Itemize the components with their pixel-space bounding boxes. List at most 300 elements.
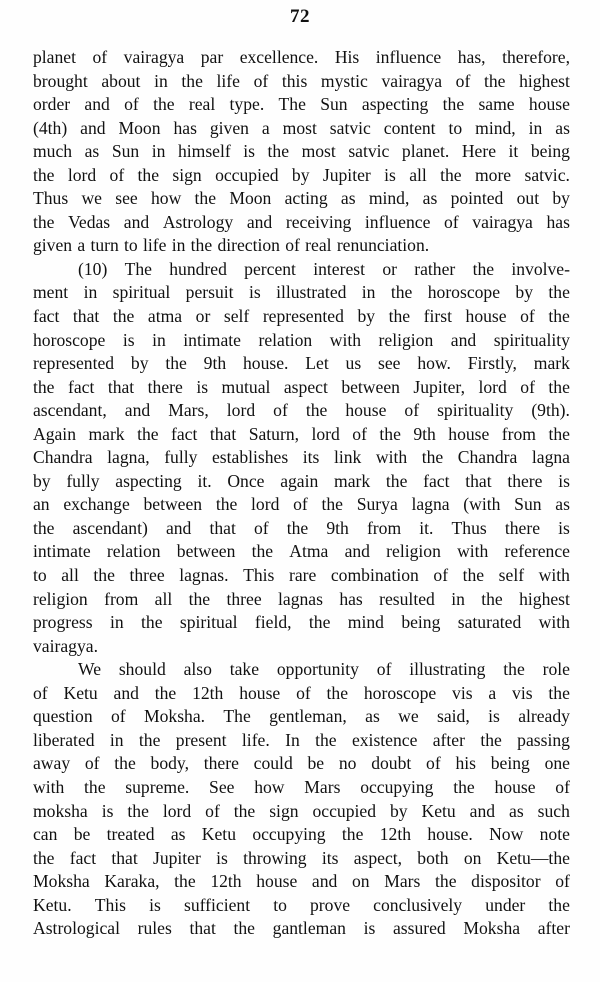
word: and	[469, 800, 496, 821]
word: Karaka,	[104, 871, 160, 892]
word: the	[181, 70, 203, 91]
word: gantleman	[272, 918, 346, 939]
word: aspecting	[115, 470, 182, 491]
word: illustrated	[276, 282, 347, 303]
word: the	[154, 682, 177, 703]
word: life	[143, 235, 167, 256]
word: this	[281, 70, 308, 91]
word: fact	[69, 847, 97, 868]
word: the	[548, 282, 570, 303]
word: and	[80, 117, 106, 138]
word: is	[363, 918, 376, 939]
word: being	[401, 612, 441, 633]
word: occupied	[312, 800, 377, 821]
word: 9th	[326, 517, 349, 538]
page-number: 72	[290, 6, 310, 27]
word: vairagya.	[33, 635, 98, 656]
text-line	[33, 635, 570, 659]
word: given	[209, 117, 249, 138]
word: and	[311, 871, 338, 892]
word: This	[243, 565, 275, 586]
word: the	[165, 353, 187, 374]
word: a	[261, 117, 270, 138]
word: (10)	[78, 258, 108, 279]
word: Jupiter,	[413, 376, 465, 397]
word: of	[352, 423, 367, 444]
word: in	[361, 282, 376, 303]
word: the	[215, 494, 238, 515]
text-line	[33, 140, 570, 164]
word: lord	[67, 164, 97, 185]
word: Moksha.	[143, 706, 206, 727]
word: Jupiter	[322, 164, 371, 185]
word: take	[229, 659, 260, 680]
word: occupied	[215, 164, 279, 185]
word: par	[200, 47, 224, 67]
word: all	[409, 164, 427, 185]
word: how	[254, 776, 285, 797]
word: himself	[177, 141, 231, 162]
word: with	[538, 612, 570, 633]
word: Moon	[229, 188, 272, 209]
word: is	[248, 282, 261, 303]
word: three	[129, 565, 165, 586]
word: In	[285, 729, 300, 750]
word: the	[233, 918, 255, 939]
word: no	[338, 753, 357, 774]
word: that	[72, 306, 100, 327]
word: vairagya	[472, 211, 533, 232]
word: Thus	[451, 517, 487, 538]
word: 12th	[192, 682, 224, 703]
word: fully	[66, 470, 100, 491]
word: by	[33, 470, 51, 491]
word: lord	[478, 376, 507, 397]
word: such	[537, 800, 570, 821]
word: there	[203, 753, 239, 774]
word: conclusively	[373, 894, 463, 915]
page-text-body	[33, 46, 570, 941]
word: of	[404, 400, 420, 421]
text-line	[33, 258, 570, 282]
word: acting	[284, 188, 328, 209]
word: involve-	[511, 258, 570, 279]
text-line	[33, 329, 570, 353]
word: Chandra	[457, 447, 518, 468]
word: of	[109, 164, 125, 185]
word: it	[508, 141, 519, 162]
word: house	[239, 682, 281, 703]
word: vis	[452, 682, 473, 703]
word: with	[375, 447, 408, 468]
word: away	[33, 753, 71, 774]
text-line	[33, 352, 570, 376]
word: also	[183, 659, 212, 680]
word: satvic	[348, 141, 390, 162]
paragraph-2	[33, 258, 570, 658]
word: lagna,	[107, 447, 150, 468]
word: of	[285, 235, 300, 256]
word: the	[326, 682, 349, 703]
word: sign	[269, 800, 299, 821]
word: of	[92, 47, 108, 67]
word: His	[334, 47, 360, 67]
word: by	[552, 188, 570, 209]
word: direction	[217, 235, 280, 256]
word: Sun	[514, 494, 542, 515]
text-line	[33, 187, 570, 211]
word: relation	[258, 329, 313, 350]
word: of	[84, 753, 100, 774]
text-line	[33, 305, 570, 329]
word: body,	[150, 753, 189, 774]
word: the	[33, 517, 55, 538]
word: as	[422, 188, 438, 209]
word: sufficient	[183, 894, 251, 915]
text-line	[33, 164, 570, 188]
word: persuit	[185, 282, 234, 303]
word: fact	[67, 376, 95, 397]
word: Moksha	[463, 918, 521, 939]
word: represented	[33, 353, 115, 374]
word: the	[308, 612, 331, 633]
word: between	[176, 541, 236, 562]
word: of	[33, 682, 48, 703]
word: the	[188, 588, 211, 609]
word: by	[515, 282, 534, 303]
word: Ketu—the	[496, 847, 570, 868]
word: of	[110, 706, 126, 727]
word: Atma	[289, 541, 329, 562]
word: as	[170, 824, 186, 845]
text-line	[33, 517, 570, 541]
word: the	[385, 470, 408, 491]
word: mystic	[320, 70, 368, 91]
word: as	[555, 494, 570, 515]
word: his	[455, 753, 476, 774]
text-line	[33, 776, 570, 800]
paragraph-1	[33, 46, 570, 258]
text-line	[33, 658, 570, 682]
word: on	[463, 847, 482, 868]
word: both	[417, 847, 449, 868]
word: dispositor	[471, 871, 541, 892]
word: is	[384, 164, 396, 185]
word: the	[141, 612, 163, 633]
word: supreme.	[125, 776, 190, 797]
word: a	[77, 235, 86, 256]
word: and	[124, 400, 151, 421]
word: aspect,	[353, 847, 403, 868]
word: brought	[33, 70, 88, 91]
word: spirituality	[437, 400, 514, 421]
word: that	[111, 847, 138, 868]
word: and	[450, 329, 477, 350]
word: Saturn,	[248, 423, 300, 444]
word: spirituality	[493, 329, 570, 350]
word: of	[555, 871, 570, 892]
text-line	[33, 46, 570, 70]
word: the	[548, 894, 570, 915]
word: Astrological	[33, 918, 120, 939]
word: aspect	[283, 376, 328, 397]
text-line	[33, 540, 570, 564]
word: spiritual	[179, 612, 238, 633]
word: mind,	[368, 188, 410, 209]
word: (with	[463, 494, 501, 515]
word: that	[107, 376, 135, 397]
word: the	[137, 164, 160, 185]
word: about	[101, 70, 141, 91]
word: order	[33, 94, 71, 115]
word: as	[84, 141, 100, 162]
word: has	[339, 588, 363, 609]
word: in	[152, 329, 166, 350]
word: link	[333, 447, 362, 468]
word: satvic.	[524, 164, 570, 185]
word: is	[243, 141, 256, 162]
word: Now	[489, 824, 524, 845]
word: already	[518, 706, 570, 727]
word: establishes	[211, 447, 289, 468]
word: it.	[419, 517, 434, 538]
word: with	[33, 776, 65, 797]
word: 9th	[413, 423, 436, 444]
word: Again	[33, 423, 76, 444]
word: as	[340, 188, 356, 209]
word: much	[33, 141, 73, 162]
word: life.	[241, 729, 270, 750]
word: most	[301, 141, 336, 162]
word: lord	[251, 494, 280, 515]
word: 9th	[203, 353, 227, 374]
word: the	[174, 871, 196, 892]
word: us	[345, 353, 362, 374]
word: in	[528, 117, 543, 138]
word: ascendant,	[33, 400, 107, 421]
word: intimate	[183, 329, 241, 350]
word: of	[124, 94, 139, 115]
word: lord	[226, 400, 256, 421]
word: in	[151, 141, 166, 162]
word: Surya	[356, 494, 398, 515]
word: the	[233, 800, 256, 821]
word: the	[267, 141, 290, 162]
word: has	[173, 117, 197, 138]
word: we	[81, 188, 102, 209]
word: lord	[311, 423, 340, 444]
word: the	[503, 659, 525, 680]
word: the	[153, 94, 175, 115]
word: in	[171, 235, 186, 256]
word: the	[379, 423, 401, 444]
word: Firstly,	[467, 353, 517, 374]
word: reference	[504, 541, 570, 562]
text-line	[33, 894, 570, 918]
word: between	[341, 376, 400, 397]
word: fact	[423, 470, 450, 491]
word: exchange	[63, 494, 130, 515]
text-line	[33, 70, 570, 94]
word: as	[365, 706, 380, 727]
word: passing	[517, 729, 570, 750]
word: the	[321, 494, 343, 515]
word: the	[388, 306, 411, 327]
word: opportunity	[276, 659, 359, 680]
word: content	[383, 117, 436, 138]
word: and	[113, 682, 139, 703]
word: house.	[427, 824, 473, 845]
word: should	[118, 659, 166, 680]
word: the	[483, 70, 506, 91]
word: to	[124, 235, 138, 256]
word: house	[345, 400, 387, 421]
word: has,	[457, 47, 486, 67]
word: rare	[288, 565, 317, 586]
word: it.	[197, 470, 212, 491]
word: ment	[33, 282, 69, 303]
word: see	[115, 188, 138, 209]
word: This	[94, 894, 126, 915]
word: Ketu	[421, 800, 456, 821]
word: Sun	[111, 141, 140, 162]
word: most	[282, 117, 317, 138]
word: therefore,	[502, 47, 570, 67]
word: fact	[33, 306, 60, 327]
word: lord	[162, 800, 192, 821]
word: Here	[461, 141, 497, 162]
word: of	[444, 211, 459, 232]
word: highest	[519, 588, 570, 609]
word: progress	[33, 612, 93, 633]
word: of	[455, 70, 471, 91]
word: See	[209, 776, 235, 797]
word: Ketu	[201, 824, 236, 845]
text-line	[33, 682, 570, 706]
word: the	[442, 94, 465, 115]
word: turn	[90, 235, 119, 256]
word: from	[366, 517, 402, 538]
word: highest	[519, 70, 570, 91]
text-line	[33, 800, 570, 824]
word: by	[389, 800, 408, 821]
word: of	[296, 682, 311, 703]
word: planet.	[401, 141, 450, 162]
word: from	[104, 588, 139, 609]
text-line	[33, 752, 570, 776]
word: can	[33, 824, 58, 845]
word: in	[109, 729, 124, 750]
word: The	[124, 258, 152, 279]
word: fully	[164, 447, 198, 468]
word: aspecting	[361, 94, 429, 115]
word: is	[149, 894, 161, 915]
text-line	[33, 870, 570, 894]
word: to	[448, 117, 463, 138]
word: The	[223, 706, 251, 727]
word: of	[433, 565, 449, 586]
word: house	[494, 776, 536, 797]
word: under	[485, 894, 526, 915]
word: mark	[533, 353, 570, 374]
word: house.	[242, 353, 289, 374]
word: of	[376, 659, 392, 680]
word: rules	[137, 918, 172, 939]
word: after	[537, 918, 570, 939]
word: interest	[313, 258, 366, 279]
word: atma	[147, 306, 183, 327]
word: Once	[227, 470, 265, 491]
word: house	[256, 871, 298, 892]
word: combination	[330, 565, 419, 586]
word: horoscope	[363, 682, 437, 703]
word: renunciation.	[336, 235, 430, 256]
word: religion	[378, 329, 434, 350]
word: there	[147, 376, 183, 397]
word: that	[209, 423, 237, 444]
word: house	[465, 306, 507, 327]
word: after	[432, 729, 465, 750]
word: as	[509, 800, 524, 821]
word: planet	[33, 47, 76, 67]
word: spiritual	[112, 282, 171, 303]
word: role	[542, 659, 570, 680]
word: to	[273, 894, 287, 915]
word: type.	[229, 94, 265, 115]
word: is	[558, 517, 570, 538]
word: the	[33, 211, 55, 232]
word: occupying	[252, 824, 326, 845]
text-line	[33, 588, 570, 612]
paragraph-3	[33, 658, 570, 941]
word: out	[516, 188, 540, 209]
word: 12th	[210, 871, 242, 892]
text-line	[33, 234, 570, 258]
word: the	[251, 541, 274, 562]
word: lagna	[531, 447, 570, 468]
word: Ketu	[63, 682, 98, 703]
word: religion	[386, 541, 441, 562]
word: vairagya	[381, 70, 443, 91]
word: We	[78, 659, 102, 680]
word: the	[421, 447, 444, 468]
word: the	[114, 753, 136, 774]
word: ascendant)	[72, 517, 148, 538]
word: and	[84, 94, 110, 115]
word: house	[528, 94, 570, 115]
word: is	[101, 800, 114, 821]
word: with	[457, 541, 489, 562]
word: Mars	[304, 776, 341, 797]
word: see	[378, 353, 401, 374]
word: of	[253, 517, 269, 538]
word: the	[440, 164, 462, 185]
word: on	[351, 871, 370, 892]
word: its	[321, 847, 339, 868]
word: the	[112, 306, 135, 327]
text-line	[33, 93, 570, 117]
text-line	[33, 117, 570, 141]
word: an	[33, 494, 50, 515]
word: mutual	[221, 376, 271, 397]
word: one	[544, 753, 570, 774]
word: percent	[244, 258, 296, 279]
word: has	[546, 211, 570, 232]
text-line	[33, 493, 570, 517]
word: Ketu.	[33, 894, 72, 915]
word: moksha	[33, 800, 88, 821]
word: vis	[512, 682, 533, 703]
